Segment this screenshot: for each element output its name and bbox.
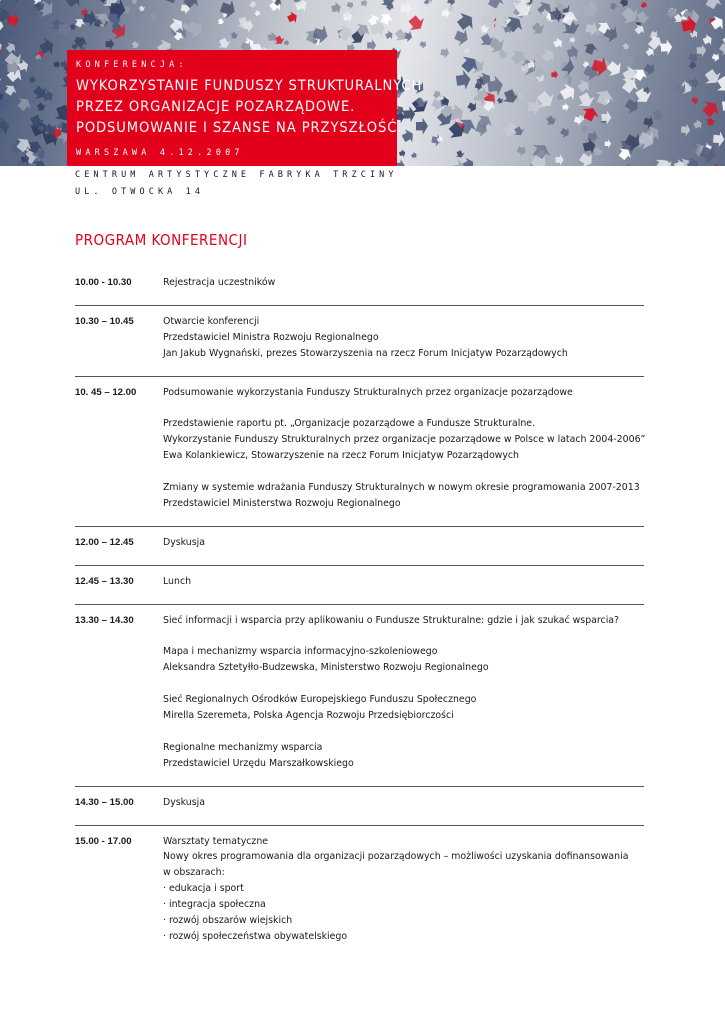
schedule-row [75, 275, 644, 306]
schedule-line: Sieć Regionalnych Ośrodków Europejskiego Funduszu Społecznego [163, 694, 477, 706]
schedule-line: Regionalne mechanizmy wsparcia [163, 741, 323, 753]
schedule-item-group [163, 644, 644, 676]
schedule-item-group [163, 385, 645, 401]
schedule-time: 15.00 - 17.00 [75, 835, 132, 847]
schedule-line: Mirella Szeremeta, Polska Agencja Rozwoju Przedsiębiorczości [163, 710, 454, 722]
schedule-line: Aleksandra Sztetyłło-Budzewska, Ministerstwo Rozwoju Regionalnego [163, 662, 489, 674]
schedule-line: Rejestracja uczestników [163, 277, 276, 288]
schedule-line: Dyskusja [163, 536, 205, 548]
schedule-line: Sieć informacji i wsparcia przy aplikowaniu o Fundusze Strukturalne: gdzie i jak szukać wsparcia? [163, 614, 620, 626]
conference-title-line: WYKORZYSTANIE FUNDUSZY STRUKTURALNYCH [76, 77, 423, 94]
schedule-line: Mapa i mechanizmy wsparcia informacyjno-szkoleniowego [163, 646, 438, 658]
schedule-line: Zmiany w systemie wdrażania Funduszy Strukturalnych w nowym okresie programowania 2007-2013 [163, 482, 640, 494]
schedule-line: Przedstawiciel Urzędu Marszałkowskiego [163, 757, 354, 769]
schedule-description [163, 574, 644, 590]
schedule-row [75, 535, 644, 566]
venue-name: CENTRUM ARTYSTYCZNE FABRYKA TRZCINY [75, 170, 398, 180]
schedule-item-group [163, 740, 644, 772]
schedule-row [75, 613, 644, 787]
schedule-row [75, 795, 644, 826]
schedule-description [163, 535, 644, 551]
conference-title-box [67, 50, 423, 166]
schedule-item-group [163, 535, 644, 551]
conference-label: KONFERENCJA: [76, 60, 188, 70]
schedule-time: 12.00 – 12.45 [75, 536, 134, 548]
schedule-item-group [163, 275, 644, 291]
schedule-item-group [163, 314, 644, 362]
schedule-line: Otwarcie konferencji [163, 315, 260, 327]
schedule-item-group [163, 416, 645, 464]
venue-address: UL. OTWOCKA 14 [75, 187, 205, 197]
schedule-row [75, 314, 644, 377]
schedule-line: Nowy okres programowania dla organizacji pozarządowych – możliwości uzyskania dofinansowania [163, 851, 629, 863]
schedule-line: Przedstawienie raportu pt. „Organizacje pozarządowe a Fundusze Strukturalne. [163, 418, 536, 430]
schedule-line: · rozwój obszarów wiejskich [163, 915, 293, 927]
schedule-item-group [163, 480, 645, 512]
schedule-time: 12.45 – 13.30 [75, 575, 134, 587]
schedule-time: 10. 45 – 12.00 [75, 386, 137, 398]
schedule-description [163, 314, 644, 362]
schedule-row [75, 574, 644, 605]
schedule-time: 10.30 – 10.45 [75, 315, 134, 327]
schedule-line: w obszarach: [163, 867, 225, 879]
schedule-item-group [163, 795, 644, 811]
schedule-description [163, 385, 645, 512]
schedule-line: Przedstawiciel Ministra Rozwoju Regionalnego [163, 331, 379, 343]
conference-date: WARSZAWA 4.12.2007 [76, 148, 244, 158]
schedule-line: · rozwój społeczeństwa obywatelskiego [163, 931, 348, 943]
schedule-line: Dyskusja [163, 796, 205, 808]
schedule-line: Jan Jakub Wygnański, prezes Stowarzyszenia na rzecz Forum Inicjatyw Pozarządowych [163, 347, 568, 359]
schedule-time: 14.30 – 15.00 [75, 796, 134, 808]
conference-title-line: PRZEZ ORGANIZACJE POZARZĄDOWE. [76, 98, 356, 115]
schedule-line: Wykorzystanie Funduszy Strukturalnych przez organizacje pozarządowe w Polsce w latach 2004-2006” [163, 434, 646, 446]
schedule-time: 13.30 – 14.30 [75, 614, 134, 626]
schedule-item-group [163, 692, 644, 724]
schedule-description [163, 795, 644, 811]
schedule-item-group [163, 574, 644, 590]
schedule-line: · edukacja i sport [163, 883, 244, 895]
schedule-line: · integracja społeczna [163, 899, 266, 911]
schedule-line: Ewa Kolankiewicz, Stowarzyszenie na rzecz Forum Inicjatyw Pozarządowych [163, 450, 519, 462]
schedule-line: Lunch [163, 575, 192, 587]
schedule-item-group [163, 613, 644, 629]
schedule-line: Podsumowanie wykorzystania Funduszy Strukturalnych przez organizacje pozarządowe [163, 386, 573, 398]
schedule-list [75, 275, 644, 967]
schedule-description [163, 834, 644, 945]
schedule-description [163, 275, 644, 291]
schedule-row [75, 385, 644, 527]
schedule-description [163, 613, 644, 772]
schedule-line: Przedstawiciel Ministerstwa Rozwoju Regionalnego [163, 497, 401, 509]
schedule-time: 10.00 - 10.30 [75, 277, 132, 288]
schedule-line: Warsztaty tematyczne [163, 835, 269, 847]
schedule-row [75, 834, 644, 959]
program-title: PROGRAM KONFERENCJI [75, 231, 248, 249]
schedule-item-group [163, 834, 644, 945]
conference-title-line: PODSUMOWANIE I SZANSE NA PRZYSZŁOŚĆ. [76, 119, 403, 136]
